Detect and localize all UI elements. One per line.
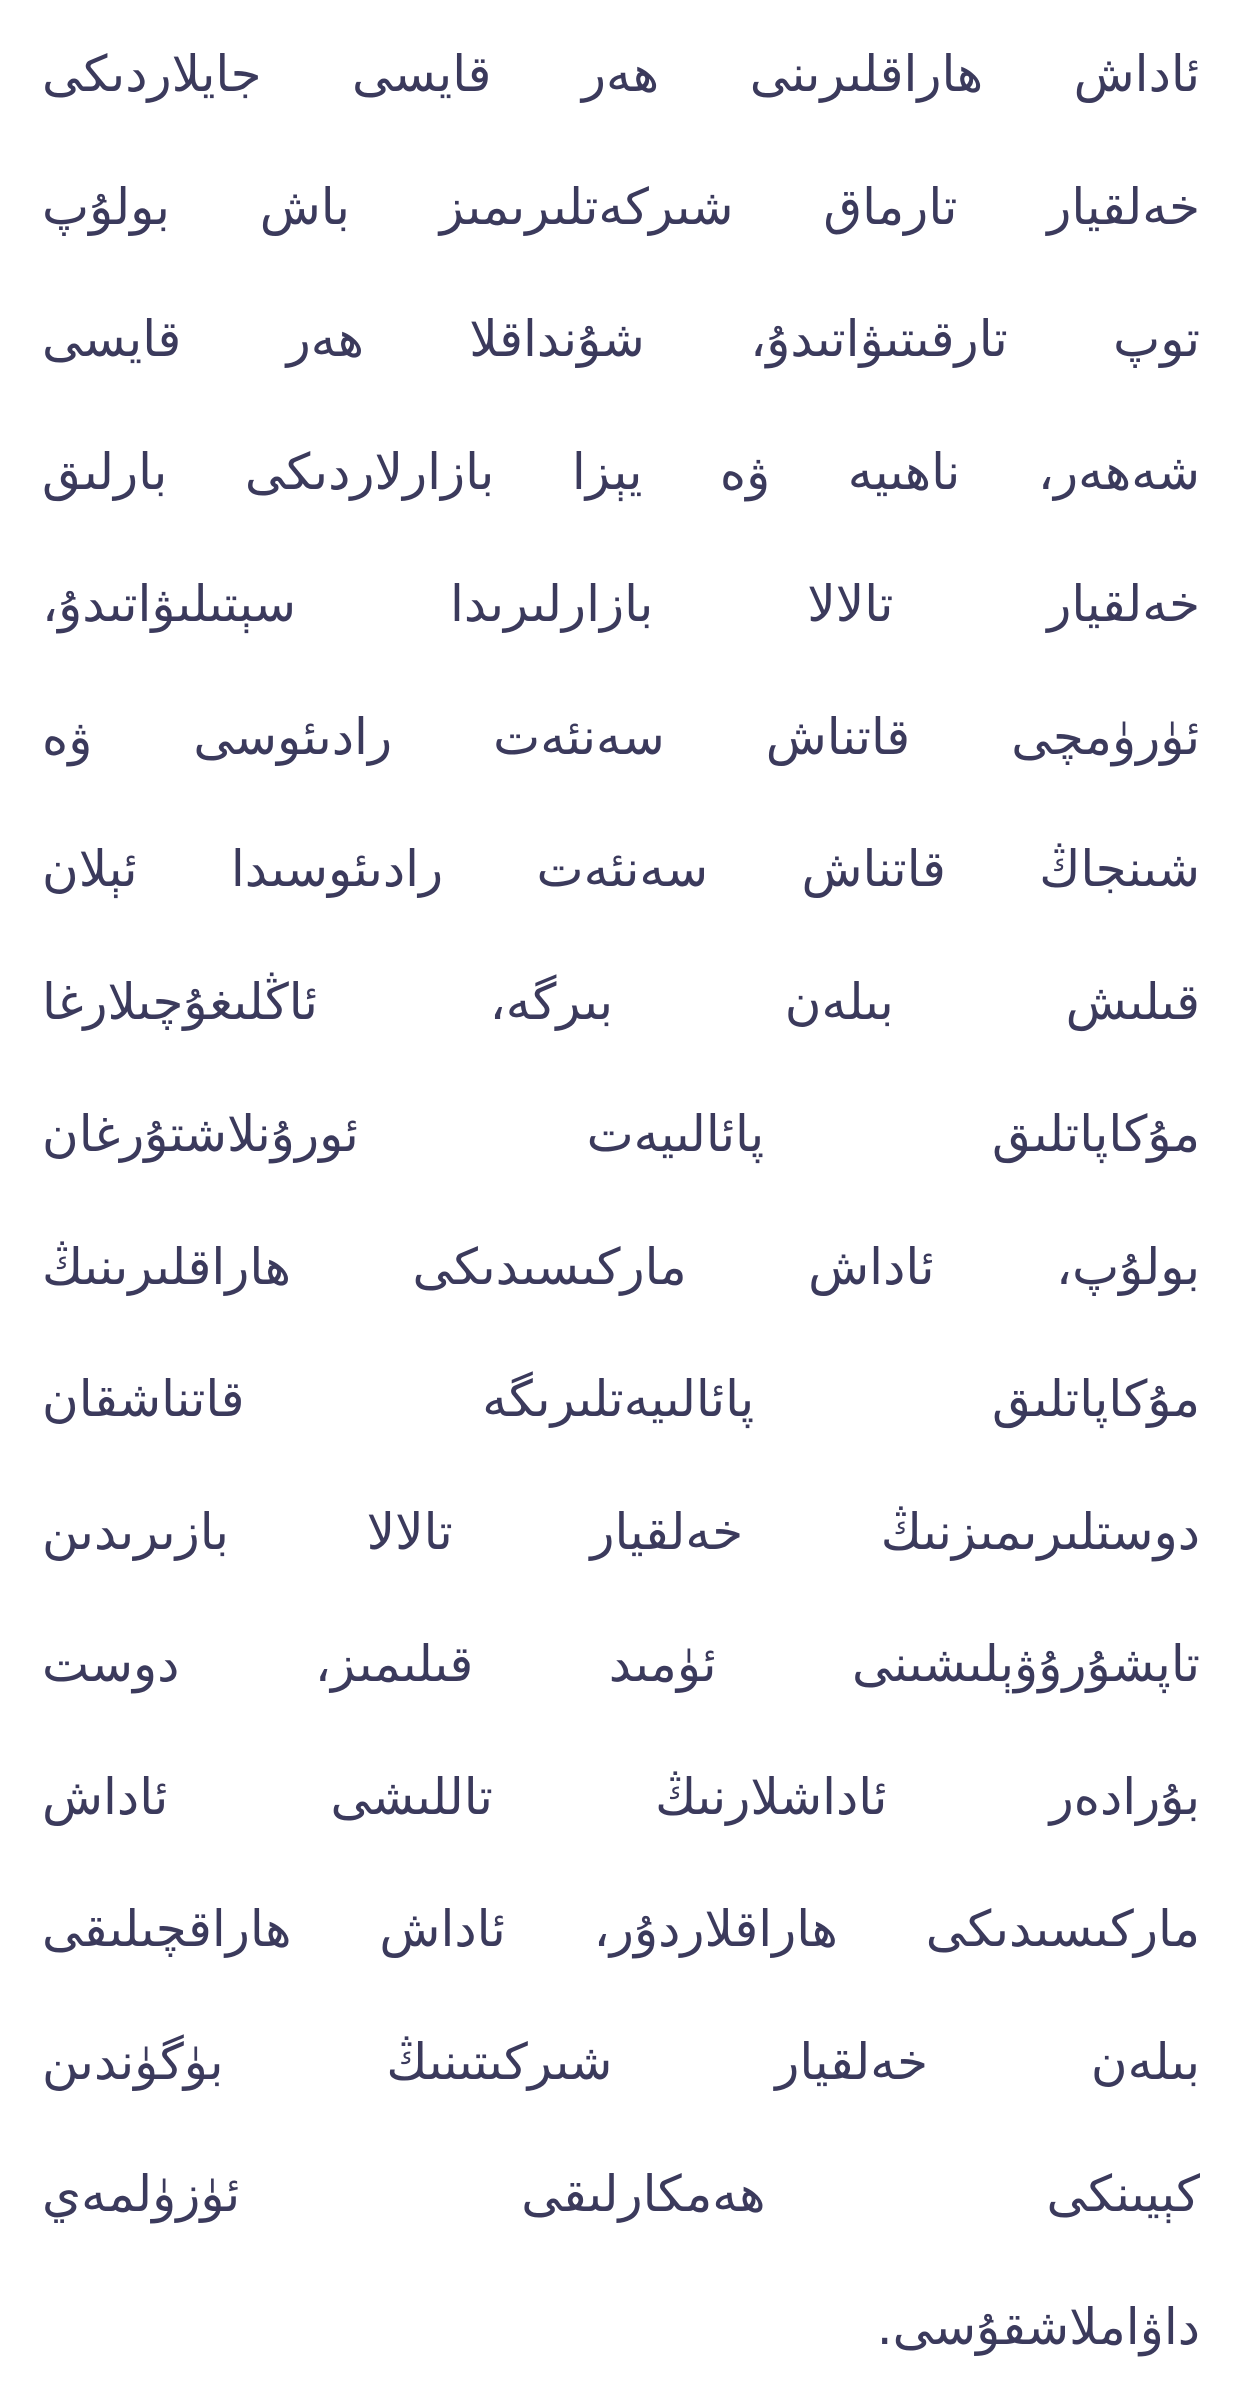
text-line: بۇرادەر ئاداشلارنىڭ تاللىشى ئاداش (42, 1731, 1200, 1864)
text-line: شىنجاڭ قاتناش سەنئەت رادىئوسىدا ئېلان (42, 803, 1200, 936)
text-line: كېيىنكى ھەمكارلىقى ئۈزۈلمەي (42, 2128, 1200, 2261)
text-line: مۇكاپاتلىق پائالىيەتلىرىگە قاتناشقان (42, 1333, 1200, 1466)
article-paragraph (42, 8, 1200, 2393)
text-line: بىلەن خەلقيار شىركىتىنىڭ بۈگۈندىن (42, 1996, 1200, 2129)
text-line: ئاداش هاراقلىرىنى ھەر قايسى جايلاردىكى (42, 8, 1200, 141)
text-line: مۇكاپاتلىق پائالىيەت ئورۇنلاشتۇرغان (42, 1068, 1200, 1201)
text-line: ماركىسىدىكى هاراقلاردۇر، ئاداش هاراقچىلىقى (42, 1863, 1200, 1996)
text-line: ئۈرۈمچى قاتناش سەنئەت رادىئوسى ۋە (42, 671, 1200, 804)
text-line: خەلقيار تالالا بازارلىرىدا سېتىلىۋاتىدۇ، (42, 538, 1200, 671)
text-line: توپ تارقىتىۋاتىدۇ، شۇنداقلا ھەر قايسى (42, 273, 1200, 406)
text-line: خەلقيار تارماق شىركەتلىرىمىز باش بولۇپ (42, 141, 1200, 274)
text-line: شەھەر، ناھىيە ۋە يېزا بازارلاردىكى بارلىق (42, 406, 1200, 539)
text-line-last: داۋاملاشقۇسى. (42, 2261, 1200, 2393)
text-line: بولۇپ، ئاداش ماركىسىدىكى هاراقلىرىنىڭ (42, 1201, 1200, 1334)
text-line: قىلىش بىلەن بىرگە، ئاڭلىغۇچىلارغا (42, 936, 1200, 1069)
text-line: دوستلىرىمىزنىڭ خەلقيار تالالا بازىرىدىن (42, 1466, 1200, 1599)
text-line: تاپشۇرۇۋېلىشىنى ئۈمىد قىلىمىز، دوست (42, 1598, 1200, 1731)
